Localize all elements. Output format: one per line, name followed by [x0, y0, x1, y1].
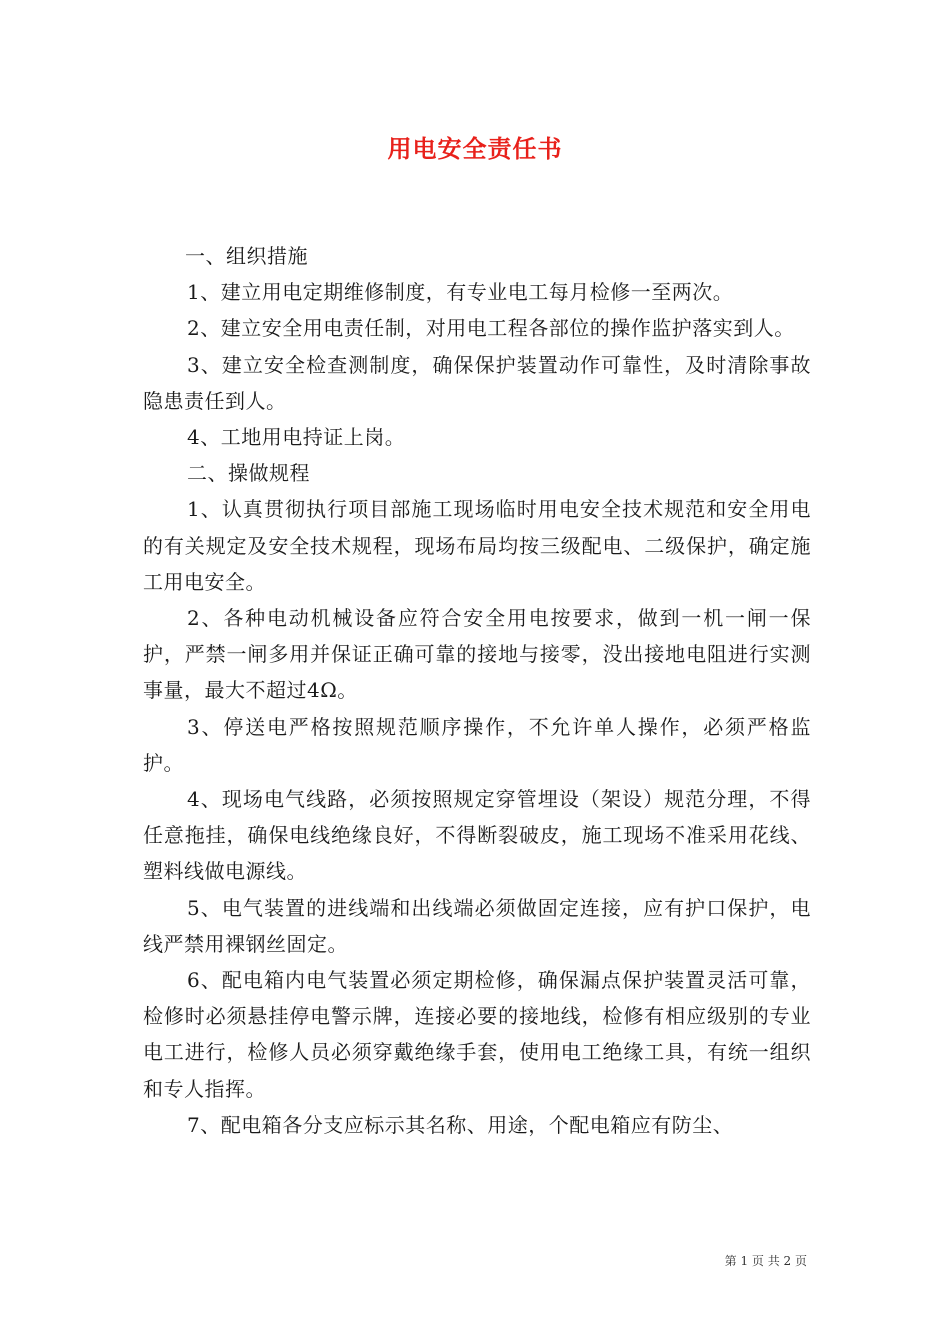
paragraph: 7、配电箱各分支应标示其名称、用途，个配电箱应有防尘、 — [187, 1112, 734, 1137]
paragraph: 3、停送电严格按照规范顺序操作，不允许单人操作，必须严格监护。 — [143, 714, 811, 775]
paragraph: 4、现场电气线路，必须按照规定穿管埋设（架设）规范分理，不得任意拖挂，确保电线绝缘良好，不得断裂破皮，施工现场不准采用花线、塑料线做电源线。 — [143, 787, 811, 884]
document-body — [143, 238, 811, 1143]
paragraph: 2、各种电动机械设备应符合安全用电按要求，做到一机一闸一保护，严禁一闸多用并保证正确可靠的接地与接零，没出接地电阻进行实测事量，最大不超过4Ω。 — [143, 606, 811, 703]
section-heading: 二、操做规程 — [187, 461, 310, 486]
section-heading: 一、组织措施 — [185, 244, 308, 268]
paragraph: 1、建立用电定期维修制度，有专业电工每月检修一至两次。 — [187, 280, 734, 305]
paragraph: 3、建立安全检查测制度，确保保护装置动作可靠性，及时清除事故隐患责任到人。 — [143, 352, 811, 413]
page-number: 第 1 页 共 2 页 — [724, 1254, 807, 1268]
document-title: 用电安全责任书 — [387, 134, 563, 163]
paragraph: 2、建立安全用电责任制，对用电工程各部位的操作监护落实到人。 — [187, 316, 795, 341]
paragraph: 6、配电箱内电气装置必须定期检修，确保漏点保护装置灵活可靠，检修时必须悬挂停电警示牌，连接必要的接地线，检修有相应级别的专业电工进行，检修人员必须穿戴绝缘手套，使用电工绝缘工具，有统一组织和专人指挥。 — [143, 968, 811, 1101]
paragraph: 4、工地用电持证上岗。 — [187, 425, 406, 450]
paragraph: 5、电气装置的进线端和出线端必须做固定连接，应有护口保护，电线严禁用裸钢丝固定。 — [143, 895, 811, 956]
paragraph: 1、认真贯彻执行项目部施工现场临时用电安全技术规范和安全用电的有关规定及安全技术规程，现场布局均按三级配电、二级保护，确定施工用电安全。 — [143, 497, 811, 594]
